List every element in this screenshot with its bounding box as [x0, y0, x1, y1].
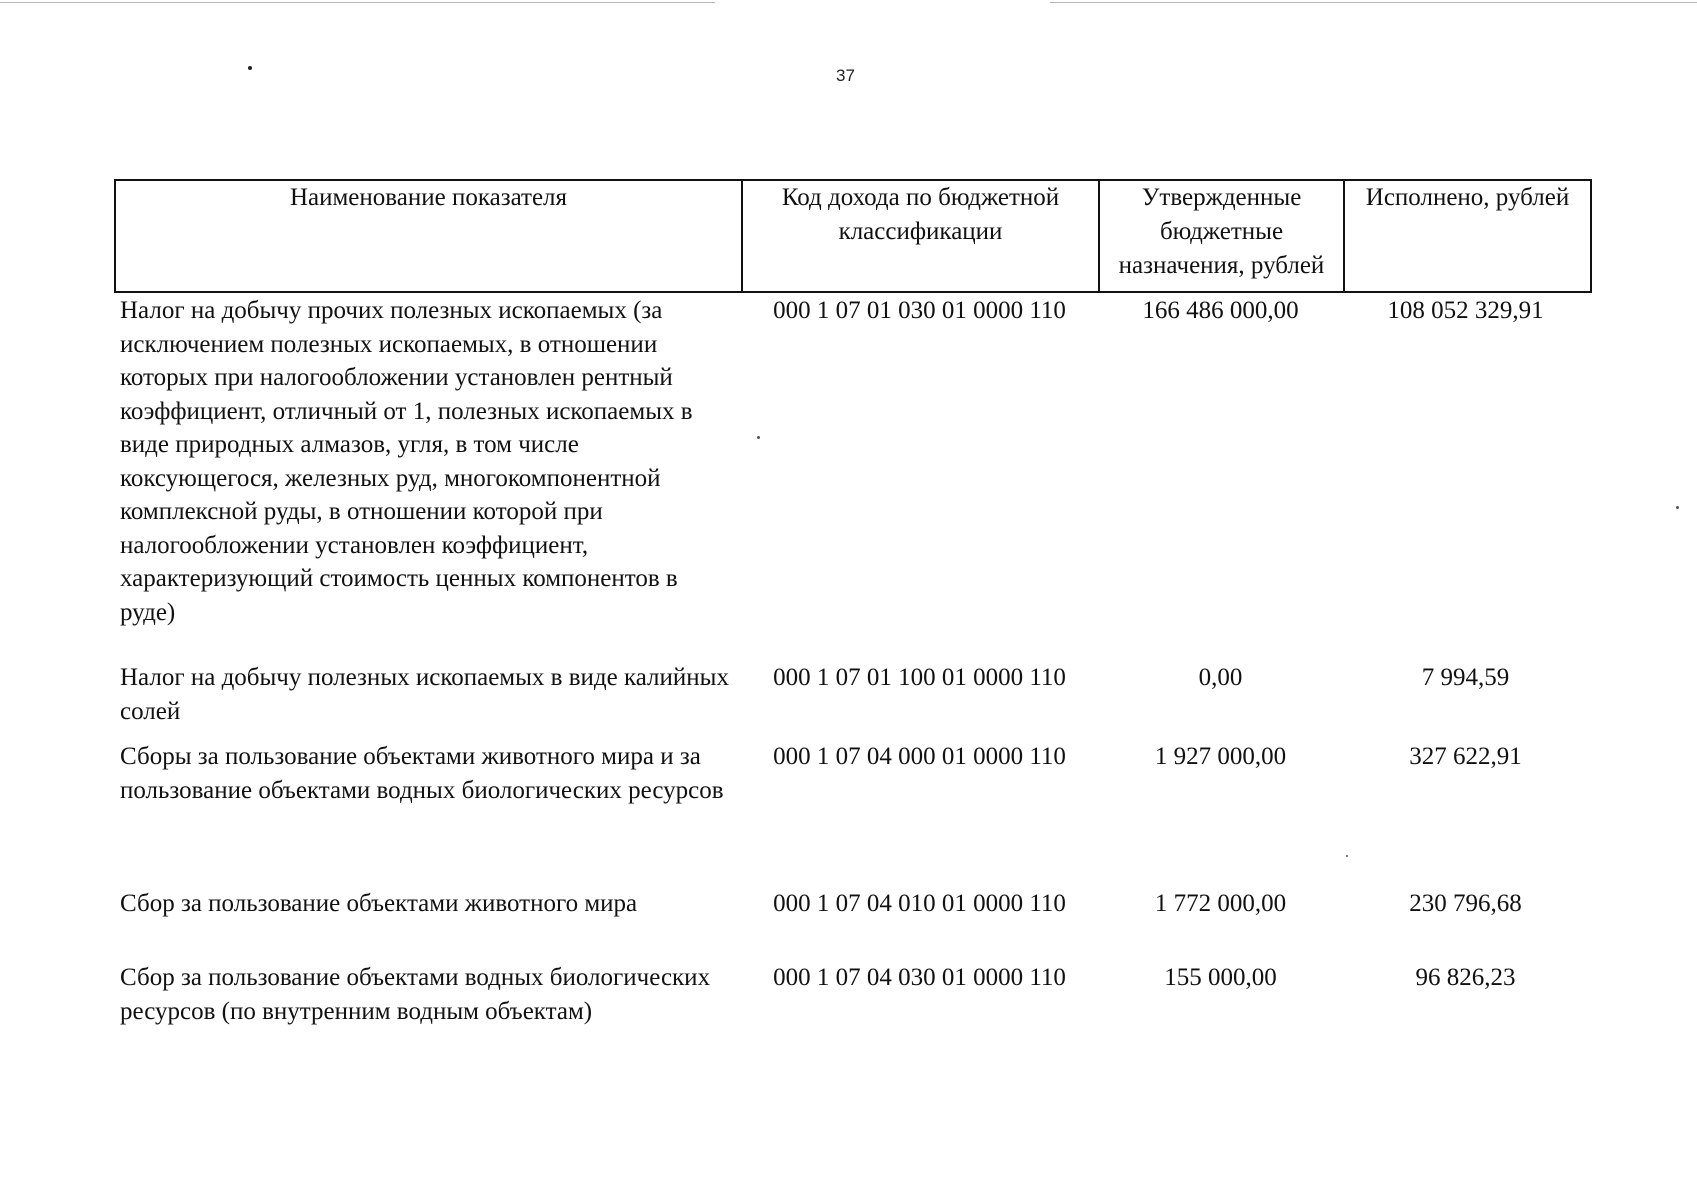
header-approved-budget: Утвержденные бюджетные назначения, рублей	[1100, 181, 1345, 291]
row-indicator-name: Сбор за пользование объектами водных биологических ресурсов (по внутренним водным объектам)	[120, 964, 711, 1025]
table-row	[114, 661, 1592, 728]
row-executed-amount: 230 796,68	[1409, 890, 1522, 917]
row-income-code: 000 1 07 01 100 01 0000 110	[773, 664, 1066, 691]
scan-speck	[1676, 506, 1679, 509]
row-executed-amount: 96 826,23	[1415, 964, 1516, 991]
scan-top-rule-right	[1050, 2, 1697, 3]
row-income-code: 000 1 07 04 030 01 0000 110	[773, 964, 1066, 991]
row-executed-amount: 7 994,59	[1421, 664, 1510, 691]
row-approved-amount: 1 927 000,00	[1154, 743, 1287, 770]
row-indicator-name: Налог на добычу полезных ископаемых в виде калийных солей	[120, 664, 729, 725]
row-executed-amount: 327 622,91	[1409, 743, 1522, 770]
row-income-code: 000 1 07 01 030 01 0000 110	[773, 297, 1066, 324]
row-indicator-name: Налог на добычу прочих полезных ископаемых (за исключением полезных ископаемых, в отношении которых при налогообложении установлен рентный коэффициент, отличный от 1, полезных ископаемых в виде природных алмазов, угля, в том числе коксующегося, железных руд, многокомпонентной комплексной руды, в отношении которой при налогообложении установлен коэффициент, характеризующий стоимость ценных компонентов в руде)	[120, 297, 693, 626]
row-income-code: 000 1 07 04 010 01 0000 110	[773, 890, 1066, 917]
header-indicator-name: Наименование показателя	[116, 181, 743, 291]
table-row	[114, 740, 1592, 807]
table-row	[114, 887, 1592, 921]
row-approved-amount: 1 772 000,00	[1154, 890, 1287, 917]
header-executed: Исполнено, рублей	[1365, 184, 1570, 211]
table-header	[114, 179, 1592, 293]
row-indicator-name: Сборы за пользование объектами животного мира и за пользование объектами водных биологических ресурсов	[120, 743, 724, 804]
row-income-code: 000 1 07 04 000 01 0000 110	[773, 743, 1066, 770]
scan-speck	[1346, 855, 1348, 857]
page-number: 37	[836, 66, 855, 85]
scan-top-rule-left	[0, 2, 715, 3]
row-indicator-name: Сбор за пользование объектами животного мира	[120, 890, 638, 917]
row-approved-amount: 155 000,00	[1164, 964, 1277, 991]
header-income-code: Код дохода по бюджетной классификации	[743, 181, 1100, 291]
row-approved-amount: 166 486 000,00	[1142, 297, 1299, 324]
table-row	[114, 961, 1592, 1028]
table-row	[114, 294, 1592, 629]
row-approved-amount: 0,00	[1198, 664, 1243, 691]
row-executed-amount: 108 052 329,91	[1387, 297, 1544, 324]
